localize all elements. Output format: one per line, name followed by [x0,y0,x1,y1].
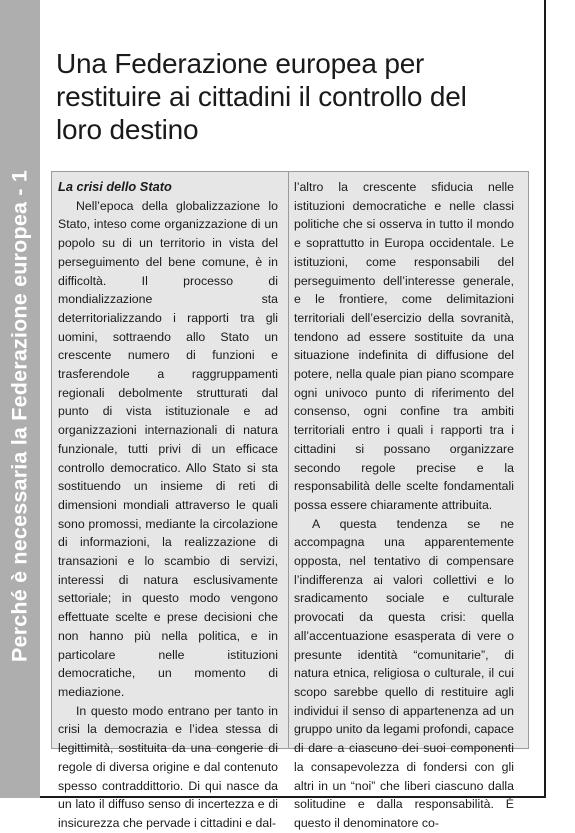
column-divider [288,172,289,748]
sidebar-band [0,0,40,798]
article-body-box [51,171,529,830]
article-headline: Una Federazione europea per restituire ai cittadini il controllo del loro destino [56,48,467,145]
left-paragraph-2: In questo modo entrano per tanto in crisi la democrazia e l’idea stessa di legittimità, sostituita da una congerie di regole di diversa origine e dal contenuto spesso contraddittorio. Di qui nasce da un lato il diffuso senso di incertezza e di insicurezza che pervade i cittadini e dal- [58,703,278,830]
sidebar-vertical-title: Perché è necessaria la Federazione europea - 1 [7,170,32,662]
right-paragraph-2: A questa tendenza se ne accompagna una apparentemente opposta, nel tentativo di compensare l’indifferenza ai valori collettivi e lo sradicamento sociale e culturale provocati da questa crisi: quella all’accentuazione esasperata di vere o presunte identità “comunitarie”, di natura etnica, religiosa o culturale, il cui scopo sarebbe quello di restituire agli individui il senso di appartenenza ad un gruppo unito da legami profondi, capace di dare a ciascuno dei suoi componenti la consapevolezza di fondersi con gli altri in un “noi” che liberi ciascuno dalla solitudine e dalla responsabilità. È questo il denominatore co- [294,516,514,830]
left-column [58,178,278,833]
section-heading: La crisi dello Stato [58,179,172,194]
left-paragraph-1: Nell’epoca della globalizzazione lo Stato, inteso come organizzazione di un popolo su di un territorio in vista del perseguimento del bene comune, è in difficoltà. Il processo di mondializzazione sta deterritorializzando i rapporti tra gli uomini, sottraendo allo Stato un crescente numero di funzioni e trasferendole a raggruppamenti regionali debolmente strutturati dal punto di vista istituzionale e ad organizzazioni internazionali di natura funzionale, tutti privi di un efficace controllo democratico. Allo Stato si sta sostituendo un insieme di reti di dimensioni mondiali attraverso le quali sono promossi, mediante la circolazione di informazioni, la realizzazione di transazioni e lo scambio di servizi, interessi di natura esclusivamente settoriale; in questo modo vengono effettuate scelte e prese decisioni che non hanno più nella politica, e in particolare nelle istituzioni democratiche, un momento di mediazione. [58,198,278,699]
right-column [294,178,514,833]
right-paragraph-1: l’altro la crescente sfiducia nelle istituzioni democratiche e nelle classi politiche che si osserva in tutto il mondo e soprattutto in Europa occidentale. Le istituzioni, come responsabili del perseguimento dell’interesse generale, e le frontiere, come delimitazioni territoriali dell’esercizio della sovranità, tendono ad essere sostituite da una situazione indefinita di diffusione del potere, nella quale pian piano scompare ogni univoco punto di riferimento del consenso, ogni confine tra ambiti territoriali entro i quali i rapporti tra i cittadini si possano organizzare secondo regole precise e la responsabilità delle scelte fondamentali possa essere chiaramente attribuita. [294,180,514,512]
